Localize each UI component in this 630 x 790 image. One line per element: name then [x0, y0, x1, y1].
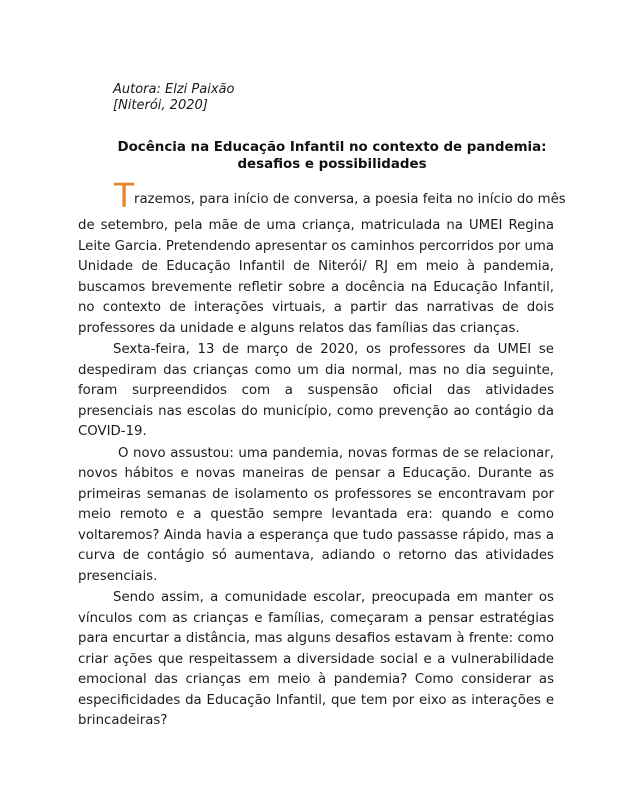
author-block: [113, 82, 234, 114]
paragraph-1: [78, 176, 566, 339]
paragraph-3: O novo assustou: uma pandemia, novas formas de se relacionar, novos hábitos e novas maneiras de pensar a Educação. Durante as primeiras semanas de isolamento os professores se encontravam por meio remoto e a questão sempre levantada era: quando e como voltaremos? Ainda havia a esperança que tudo passasse rápido, mas a curva de contágio só aumentava, adiando o retorno das atividades presenciais.: [78, 445, 554, 584]
title-line-1: Docência na Educação Infantil no contexto de pandemia:: [117, 140, 547, 155]
paragraph-1-first-line: [78, 176, 566, 216]
paragraph-1-text: de setembro, pela mãe de uma criança, matriculada na UMEI Regina Leite Garcia. Pretendendo apresentar os caminhos percorridos por uma Unidade de Educação Infantil de Niterói/ RJ em meio à pandemia, buscamos brevemente refletir sobre a docência na Educação Infantil, no contexto de interações virtuais, a partir das narrativas de dois professores da unidade e alguns relatos das famílias das crianças.: [78, 218, 554, 336]
drop-cap: T: [114, 176, 135, 215]
paragraph-1-opening: razemos, para início de conversa, a poesia feita no início do mês: [134, 192, 566, 207]
document-body: [78, 176, 566, 732]
author-line: Autora: Elzi Paixão: [113, 82, 235, 97]
place-date-line: [Niterói, 2020]: [113, 98, 208, 113]
title-line-2: desafios e possibilidades: [237, 157, 427, 172]
paragraph-4: Sendo assim, a comunidade escolar, preocupada em manter os vínculos com as crianças e famílias, começaram a pensar estratégias para encurtar a distância, mas alguns desafios estavam à frente: como criar ações que respeitassem a diversidade social e a vulnerabilidade emocional das crianças em meio à pandemia? Como considerar as especificidades da Educação Infantil, que tem por eixo as interações e brincadeiras?: [78, 590, 554, 728]
paragraph-2: Sexta-feira, 13 de março de 2020, os professores da UMEI se despediram das crianças como um dia normal, mas no dia seguinte, foram surpreendidos com a suspensão oficial das atividades presenciais nas escolas do município, como prevenção ao contágio da COVID-19.: [78, 342, 554, 439]
document-title: [78, 139, 586, 173]
